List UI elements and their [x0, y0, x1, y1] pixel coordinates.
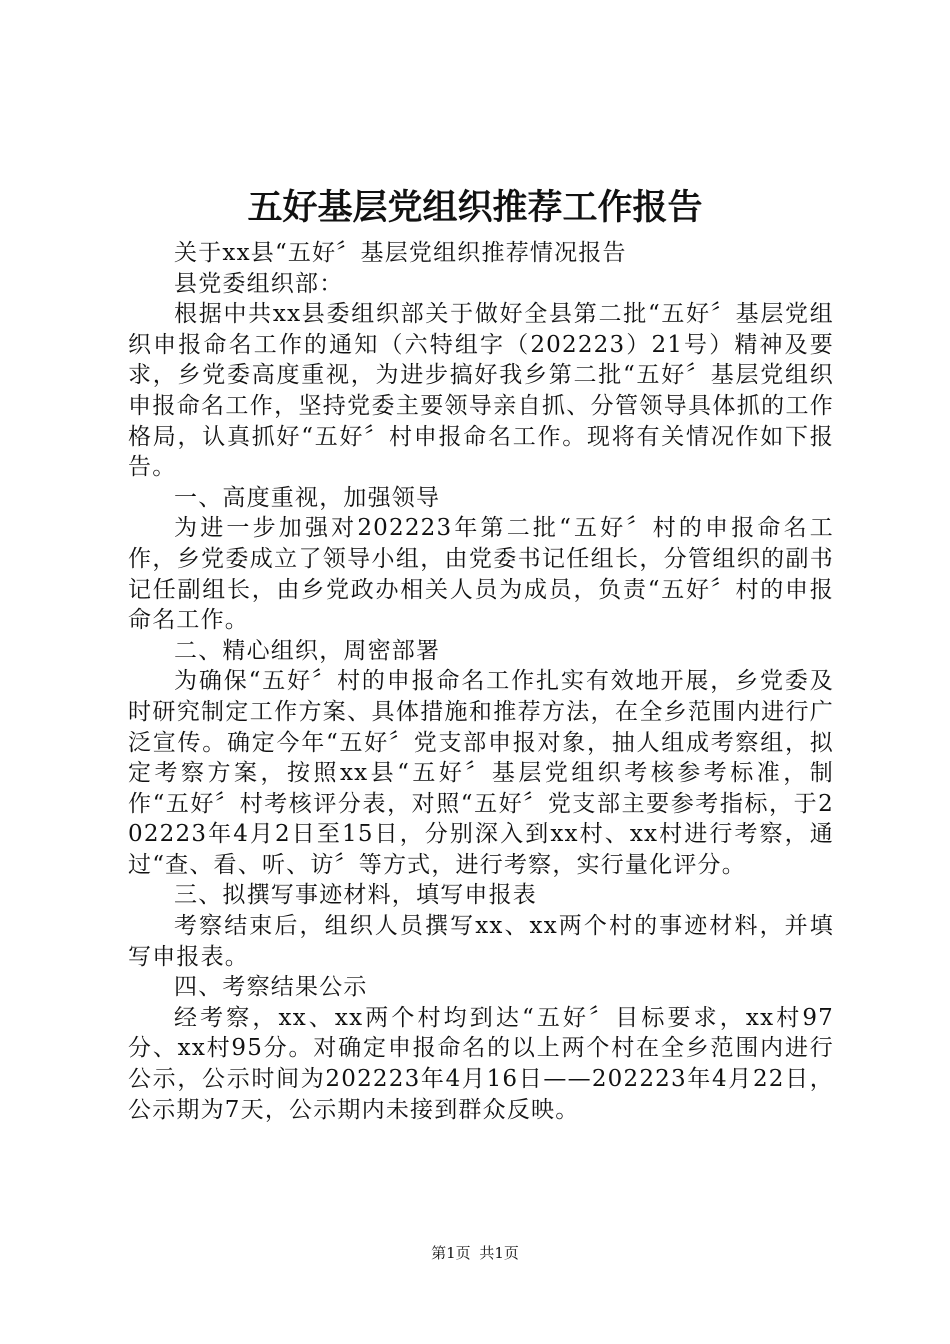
page-footer	[0, 1243, 950, 1263]
section-paragraph-3: 考察结束后，组织人员撰写xx、xx两个村的事迹材料，并填写申报表。	[128, 913, 834, 970]
section-paragraph-2: 为确保“五好〞村的申报命名工作扎实有效地开展，乡党委及时研究制定工作方案、具体措施和推荐方法，在全乡范围内进行广泛宣传。确定今年“五好〞党支部申报对象，抽人组成考察组，拟定考察方案，按照xx县“五好〞基层党组织考核参考标准，制作“五好〞村考核评分表，对照“五好〞党支部主要参考指标，于202223年4月2日至15日，分别深入到xx村、xx村进行考察，通过“查、看、听、访〞等方式，进行考察，实行量化评分。	[128, 668, 834, 878]
intro-paragraph: 根据中共xx县委组织部关于做好全县第二批“五好〞基层党组织申报命名工作的通知（六特组字（202223）21号）精神及要求，乡党委高度重视，为进步搞好我乡第二批“五好〞基层党组织申报命名工作，坚持党委主要领导亲自抓、分管领导具体抓的工作格局，认真抓好“五好〞村申报命名工作。现将有关情况作如下报告。	[128, 301, 834, 481]
page-number: 第1页	[431, 1244, 471, 1262]
document-body	[128, 238, 834, 1125]
document-title: 五好基层党组织推荐工作报告	[247, 187, 703, 228]
report-heading: 关于xx县“五好〞基层党组织推荐情况报告	[174, 240, 627, 266]
page-total: 共1页	[479, 1244, 519, 1262]
section-paragraph-1: 为进一步加强对202223年第二批“五好〞村的申报命名工作，乡党委成立了领导小组，由党委书记任组长，分管组织的副书记任副组长，由乡党政办相关人员为成员，负责“五好〞村的申报命名工作。	[128, 515, 834, 634]
section-paragraph-4: 经考察，xx、xx两个村均到达“五好〞目标要求，xx村97分、xx村95分。对确定申报命名的以上两个村在全乡范围内进行公示，公示时间为202223年4月16日——202223年4月22日，公示期为7天，公示期内未接到群众反映。	[128, 1004, 834, 1123]
section-heading-2: 二、精心组织，周密部署	[174, 637, 441, 664]
section-heading-3: 三、拟撰写事迹材料，填写申报表	[174, 882, 537, 909]
salutation: 县党委组织部：	[174, 270, 344, 297]
section-heading-4: 四、考察结果公示	[174, 974, 368, 1001]
section-heading-1: 一、高度重视，加强领导	[174, 484, 441, 511]
